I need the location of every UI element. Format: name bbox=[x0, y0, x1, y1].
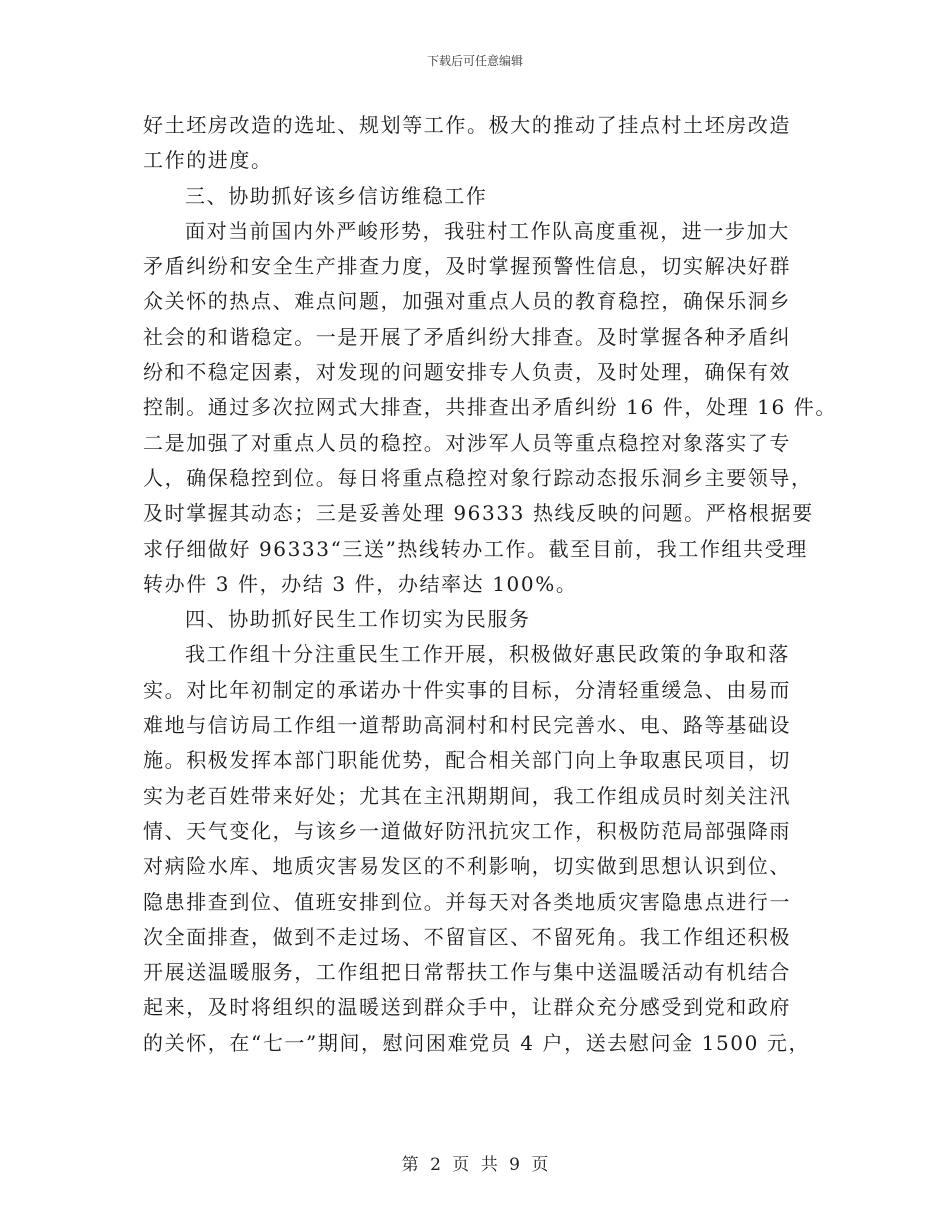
text-line: 转办件 3 件，办结 3 件，办结率达 100%。 bbox=[143, 571, 578, 596]
document-body bbox=[143, 108, 837, 1061]
text-line: 求仔细做好 96333“三送”热线转办工作。截至目前，我工作组共受理 bbox=[143, 536, 808, 561]
text-line: 纷和不稳定因素，对发现的问题安排专人负责，及时处理，确保有效 bbox=[143, 360, 791, 385]
text-line: 的关怀，在“七一”期间，慰问困难党员 4 户，送去慰问金 1500 元， bbox=[143, 1030, 811, 1055]
paragraph-start: 面对当前国内外严峻形势，我驻村工作队高度重视，进一步加大 bbox=[185, 218, 790, 243]
text-line: 难地与信访局工作组一道帮助高洞村和村民完善水、电、路等基础设 bbox=[143, 713, 791, 738]
text-line: 起来，及时将组织的温暖送到群众手中，让群众充分感受到党和政府 bbox=[143, 995, 791, 1020]
text-line: 控制。通过多次拉网式大排查，共排查出矛盾纠纷 16 件，处理 16 件。 bbox=[143, 395, 837, 420]
text-line: 及时掌握其动态；三是妥善处理 96333 热线反映的问题。严格根据要 bbox=[143, 501, 814, 526]
section-heading: 四、协助抓好民生工作切实为民服务 bbox=[185, 607, 531, 632]
text-line: 实为老百姓带来好处；尤其在主汛期期间，我工作组成员时刻关注汛 bbox=[143, 783, 791, 808]
text-line: 好土坯房改造的选址、规划等工作。极大的推动了挂点村土坯房改造 bbox=[143, 113, 791, 137]
text-line: 开展送温暖服务，工作组把日常帮扶工作与集中送温暖活动有机结合 bbox=[143, 960, 791, 985]
text-line: 施。积极发挥本部门职能优势，配合相关部门向上争取惠民项目，切 bbox=[143, 748, 791, 773]
text-line: 社会的和谐稳定。一是开展了矛盾纠纷大排查。及时掌握各种矛盾纠 bbox=[143, 324, 791, 349]
text-line: 矛盾纠纷和安全生产排查力度，及时掌握预警性信息，切实解决好群 bbox=[143, 254, 791, 279]
page-header-note: 下载后可任意编辑 bbox=[426, 54, 523, 68]
page-number-footer: 第 2 页 共 9 页 bbox=[401, 1155, 549, 1175]
text-line: 对病险水库、地质灾害易发区的不利影响，切实做到思想认识到位、 bbox=[143, 854, 791, 879]
text-line: 众关怀的热点、难点问题，加强对重点人员的教育稳控，确保乐洞乡 bbox=[143, 289, 791, 314]
text-line: 情、天气变化，与该乡一道做好防汛抗灾工作，积极防范局部强降雨 bbox=[143, 818, 791, 843]
paragraph-start: 我工作组十分注重民生工作开展，积极做好惠民政策的争取和落 bbox=[185, 642, 790, 667]
text-line: 次全面排查，做到不走过场、不留盲区、不留死角。我工作组还积极 bbox=[143, 924, 791, 949]
text-line: 隐患排查到位、值班安排到位。并每天对各类地质灾害隐患点进行一 bbox=[143, 889, 791, 914]
text-line: 工作的进度。 bbox=[143, 148, 273, 173]
text-line: 实。对比年初制定的承诺办十件实事的目标，分清轻重缓急、由易而 bbox=[143, 677, 791, 702]
text-line: 人，确保稳控到位。每日将重点稳控对象行踪动态报乐洞乡主要领导， bbox=[143, 465, 813, 490]
text-line: 二是加强了对重点人员的稳控。对涉军人员等重点稳控对象落实了专 bbox=[143, 430, 791, 455]
section-heading: 三、协助抓好该乡信访维稳工作 bbox=[185, 183, 488, 208]
